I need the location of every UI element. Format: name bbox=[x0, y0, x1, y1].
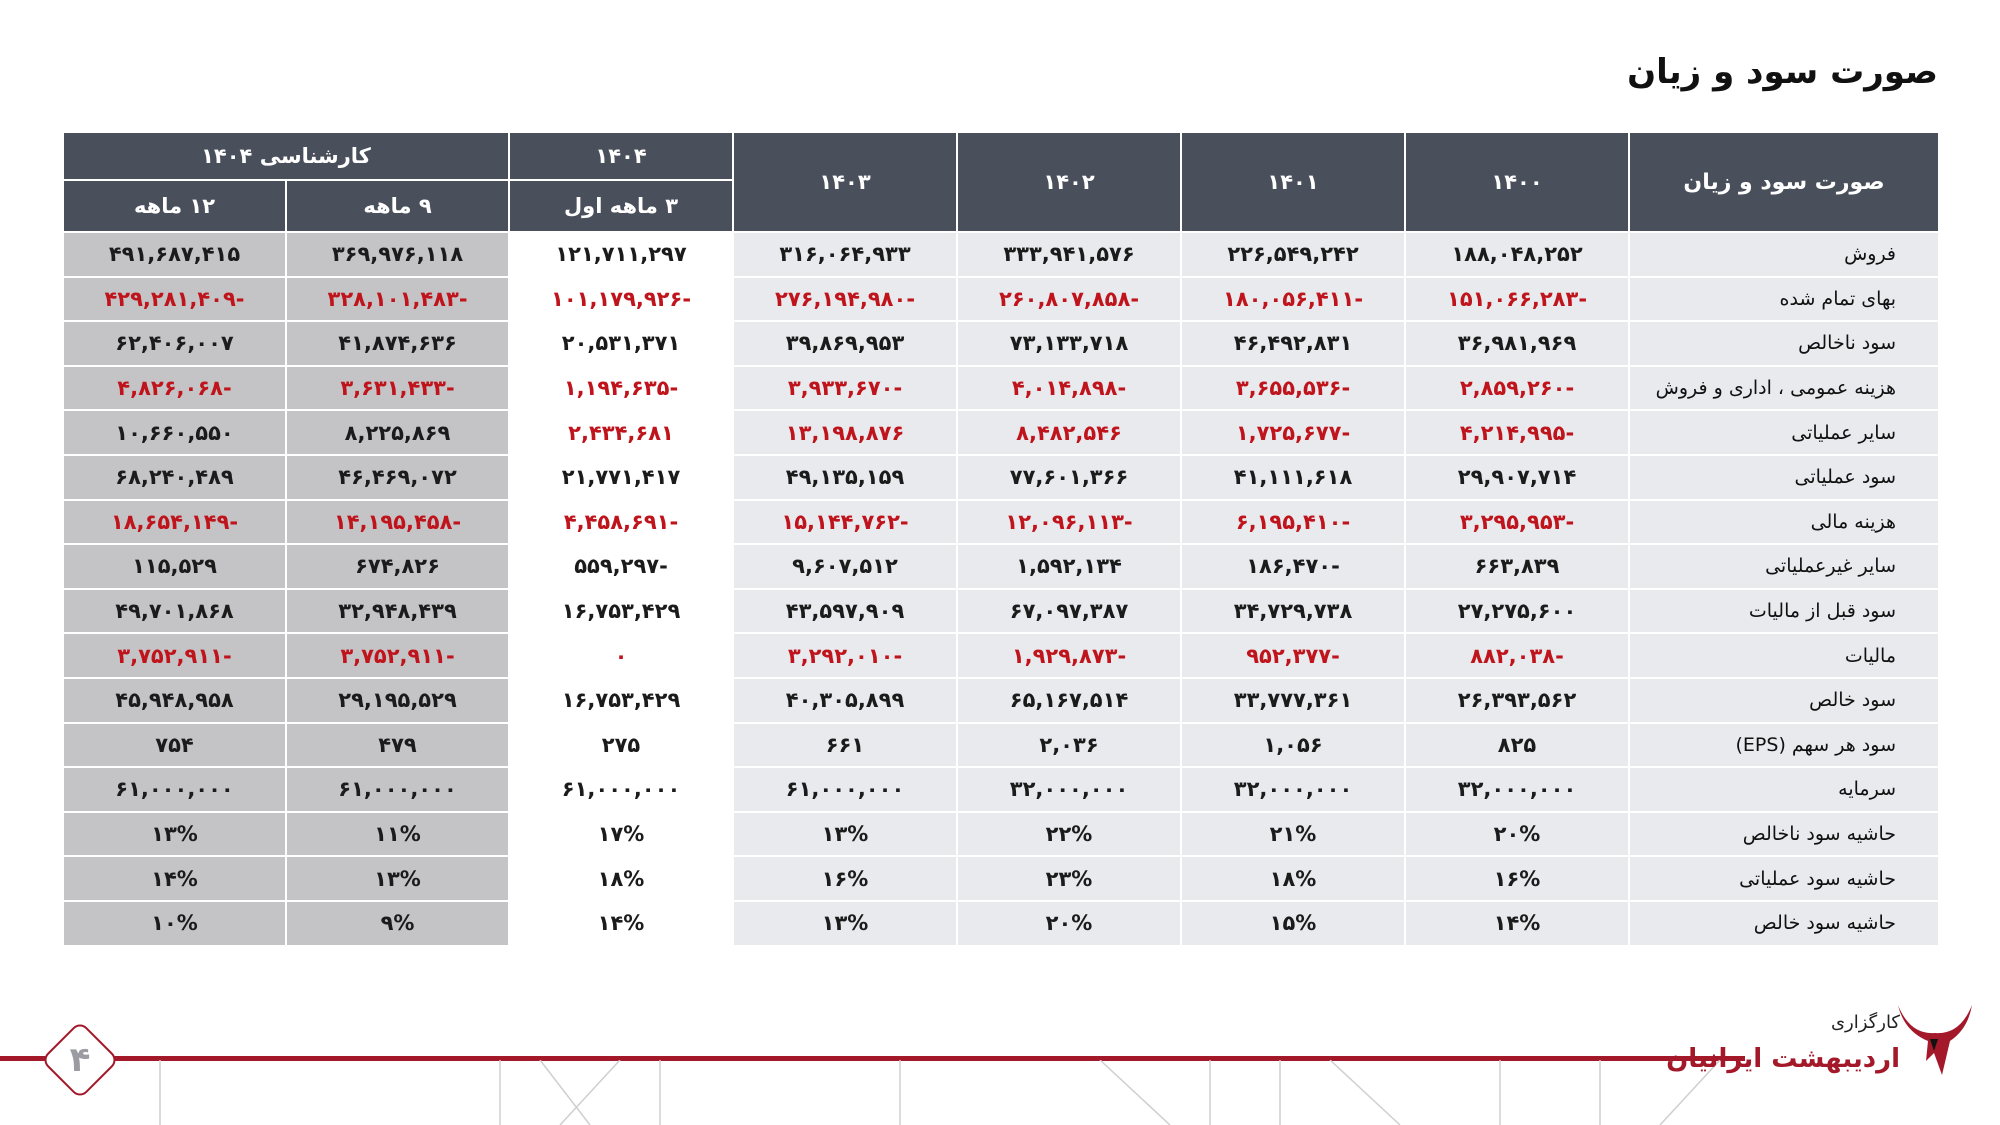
value-cell: ۶۵,۱۶۷,۵۱۴ bbox=[957, 678, 1181, 723]
value-cell: ۳۲,۰۰۰,۰۰۰ bbox=[957, 767, 1181, 812]
value-cell: ۶۱,۰۰۰,۰۰۰ bbox=[509, 767, 733, 812]
value-cell: ۱۸% bbox=[1181, 856, 1405, 901]
row-label: سرمایه bbox=[1629, 767, 1939, 812]
value-cell: ۶۷,۰۹۷,۳۸۷ bbox=[957, 589, 1181, 634]
value-cell: ۳۲,۰۰۰,۰۰۰ bbox=[1405, 767, 1629, 812]
table-row bbox=[63, 633, 1939, 678]
value-cell: ۱۳% bbox=[733, 901, 957, 946]
forecast-12-month-header: ۱۲ ماهه bbox=[63, 180, 286, 232]
value-cell: -۳,۷۵۲,۹۱۱ bbox=[63, 633, 286, 678]
value-cell: ۶۸,۲۴۰,۴۸۹ bbox=[63, 455, 286, 500]
row-label: مالیات bbox=[1629, 633, 1939, 678]
value-cell: -۳,۲۹۲,۰۱۰ bbox=[733, 633, 957, 678]
value-cell: ۳۳,۷۷۷,۳۶۱ bbox=[1181, 678, 1405, 723]
value-cell: -۱۰۱,۱۷۹,۹۲۶ bbox=[509, 277, 733, 322]
value-cell: -۲,۸۵۹,۲۶۰ bbox=[1405, 366, 1629, 411]
table-row bbox=[63, 544, 1939, 589]
value-cell: ۱,۰۵۶ bbox=[1181, 723, 1405, 768]
logo-subtitle: کارگزاری bbox=[1830, 1012, 1900, 1033]
value-cell: ۳۲,۹۴۸,۴۳۹ bbox=[286, 589, 509, 634]
value-cell: ۸,۲۲۵,۸۶۹ bbox=[286, 410, 509, 455]
value-cell: ۷۵۴ bbox=[63, 723, 286, 768]
value-cell: ۷۳,۱۳۳,۷۱۸ bbox=[957, 321, 1181, 366]
value-cell: ۴۱,۱۱۱,۶۱۸ bbox=[1181, 455, 1405, 500]
value-cell: -۳,۲۹۵,۹۵۳ bbox=[1405, 500, 1629, 545]
bull-logo-icon bbox=[1890, 995, 1980, 1085]
value-cell: -۳,۹۳۳,۶۷۰ bbox=[733, 366, 957, 411]
value-cell: ۱,۵۹۲,۱۳۴ bbox=[957, 544, 1181, 589]
value-cell: ۶۱,۰۰۰,۰۰۰ bbox=[63, 767, 286, 812]
value-cell: ۲۰,۵۳۱,۳۷۱ bbox=[509, 321, 733, 366]
value-cell: ۲۹,۹۰۷,۷۱۴ bbox=[1405, 455, 1629, 500]
value-cell: ۱۴% bbox=[1405, 901, 1629, 946]
value-cell: ۱۴% bbox=[63, 856, 286, 901]
forecast-9-month-header: ۹ ماهه bbox=[286, 180, 509, 232]
value-cell: ۱۶,۷۵۳,۴۲۹ bbox=[509, 589, 733, 634]
value-cell: ۲۹,۱۹۵,۵۲۹ bbox=[286, 678, 509, 723]
value-cell: ۶۶۱ bbox=[733, 723, 957, 768]
value-cell: -۴,۸۲۶,۰۶۸ bbox=[63, 366, 286, 411]
value-cell: ۳۳۳,۹۴۱,۵۷۶ bbox=[957, 232, 1181, 277]
value-cell: -۳,۶۳۱,۴۳۳ bbox=[286, 366, 509, 411]
current-period-header: ۳ ماهه اول bbox=[509, 180, 733, 232]
value-cell: ۶۲,۴۰۶,۰۰۷ bbox=[63, 321, 286, 366]
value-cell: ۰ bbox=[509, 633, 733, 678]
logo-name: اردیبهشت ایرانیان bbox=[1666, 1044, 1900, 1074]
value-cell: -۱۴,۱۹۵,۴۵۸ bbox=[286, 500, 509, 545]
table-row bbox=[63, 410, 1939, 455]
value-cell: ۹% bbox=[286, 901, 509, 946]
value-cell: ۳۶,۹۸۱,۹۶۹ bbox=[1405, 321, 1629, 366]
row-label: هزینه مالی bbox=[1629, 500, 1939, 545]
value-cell: ۱۵% bbox=[1181, 901, 1405, 946]
value-cell: ۶۷۴,۸۲۶ bbox=[286, 544, 509, 589]
value-cell: ۴۰,۳۰۵,۸۹۹ bbox=[733, 678, 957, 723]
table-row bbox=[63, 901, 1939, 946]
value-cell: ۲,۴۳۴,۶۸۱ bbox=[509, 410, 733, 455]
value-cell: ۳۲,۰۰۰,۰۰۰ bbox=[1181, 767, 1405, 812]
table-row bbox=[63, 678, 1939, 723]
income-statement-table bbox=[62, 131, 1940, 947]
value-cell: ۱۳% bbox=[286, 856, 509, 901]
value-cell: -۸۸۲,۰۳۸ bbox=[1405, 633, 1629, 678]
value-cell: -۳,۷۵۲,۹۱۱ bbox=[286, 633, 509, 678]
slide-title: صورت سود و زیان bbox=[1627, 52, 1938, 92]
table-row bbox=[63, 321, 1939, 366]
value-cell: ۱۶% bbox=[733, 856, 957, 901]
row-header: صورت سود و زیان bbox=[1629, 132, 1939, 232]
value-cell: ۳۹,۸۶۹,۹۵۳ bbox=[733, 321, 957, 366]
value-cell: -۱۵۱,۰۶۶,۲۸۳ bbox=[1405, 277, 1629, 322]
value-cell: -۴,۴۵۸,۶۹۱ bbox=[509, 500, 733, 545]
value-cell: ۲۷,۲۷۵,۶۰۰ bbox=[1405, 589, 1629, 634]
row-label: سود هر سهم (EPS) bbox=[1629, 723, 1939, 768]
table-row bbox=[63, 232, 1939, 277]
value-cell: ۲۰% bbox=[957, 901, 1181, 946]
row-label: سود خالص bbox=[1629, 678, 1939, 723]
table-row bbox=[63, 767, 1939, 812]
value-cell: ۲۳% bbox=[957, 856, 1181, 901]
value-cell: ۱۷% bbox=[509, 812, 733, 857]
value-cell: ۴۶,۴۶۹,۰۷۲ bbox=[286, 455, 509, 500]
value-cell: -۴۲۹,۲۸۱,۴۰۹ bbox=[63, 277, 286, 322]
footer-grid-decoration bbox=[0, 1060, 1745, 1125]
row-label: حاشیه سود خالص bbox=[1629, 901, 1939, 946]
table-row bbox=[63, 812, 1939, 857]
value-cell: -۲۷۶,۱۹۴,۹۸۰ bbox=[733, 277, 957, 322]
table-row bbox=[63, 856, 1939, 901]
value-cell: -۶,۱۹۵,۴۱۰ bbox=[1181, 500, 1405, 545]
value-cell: -۱۲,۰۹۶,۱۱۳ bbox=[957, 500, 1181, 545]
value-cell: ۴۹۱,۶۸۷,۴۱۵ bbox=[63, 232, 286, 277]
forecast-group-header: کارشناسی ۱۴۰۴ bbox=[63, 132, 509, 180]
value-cell: ۸۲۵ bbox=[1405, 723, 1629, 768]
value-cell: ۲۱% bbox=[1181, 812, 1405, 857]
value-cell: -۳,۶۵۵,۵۳۶ bbox=[1181, 366, 1405, 411]
value-cell: ۴۳,۵۹۷,۹۰۹ bbox=[733, 589, 957, 634]
value-cell: ۲۰% bbox=[1405, 812, 1629, 857]
table-row bbox=[63, 500, 1939, 545]
value-cell: ۱۶,۷۵۳,۴۲۹ bbox=[509, 678, 733, 723]
page-number: ۴ bbox=[69, 1040, 91, 1080]
value-cell: ۴۷۹ bbox=[286, 723, 509, 768]
value-cell: -۱,۱۹۴,۶۳۵ bbox=[509, 366, 733, 411]
value-cell: -۹۵۲,۳۷۷ bbox=[1181, 633, 1405, 678]
value-cell: -۴,۰۱۴,۸۹۸ bbox=[957, 366, 1181, 411]
value-cell: -۱۸۰,۰۵۶,۴۱۱ bbox=[1181, 277, 1405, 322]
value-cell: ۱۳% bbox=[63, 812, 286, 857]
row-label: سایر عملیاتی bbox=[1629, 410, 1939, 455]
value-cell: ۳۶۹,۹۷۶,۱۱۸ bbox=[286, 232, 509, 277]
value-cell: ۱۳% bbox=[733, 812, 957, 857]
value-cell: ۱۸۸,۰۴۸,۲۵۲ bbox=[1405, 232, 1629, 277]
current-year-header: ۱۴۰۴ bbox=[509, 132, 733, 180]
value-cell: -۳۲۸,۱۰۱,۴۸۳ bbox=[286, 277, 509, 322]
row-label: سود قبل از مالیات bbox=[1629, 589, 1939, 634]
value-cell: ۶۱,۰۰۰,۰۰۰ bbox=[286, 767, 509, 812]
value-cell: -۱۸۶,۴۷۰ bbox=[1181, 544, 1405, 589]
value-cell: -۱۸,۶۵۴,۱۴۹ bbox=[63, 500, 286, 545]
row-label: سایر غیرعملیاتی bbox=[1629, 544, 1939, 589]
value-cell: ۷۷,۶۰۱,۳۶۶ bbox=[957, 455, 1181, 500]
value-cell: ۱۴% bbox=[509, 901, 733, 946]
value-cell: ۱۰,۶۶۰,۵۵۰ bbox=[63, 410, 286, 455]
value-cell: -۴,۲۱۴,۹۹۵ bbox=[1405, 410, 1629, 455]
table-row bbox=[63, 589, 1939, 634]
value-cell: ۱۳,۱۹۸,۸۷۶ bbox=[733, 410, 957, 455]
row-label: حاشیه سود عملیاتی bbox=[1629, 856, 1939, 901]
year-header-1403: ۱۴۰۳ bbox=[733, 132, 957, 232]
value-cell: -۱,۹۲۹,۸۷۳ bbox=[957, 633, 1181, 678]
table-row bbox=[63, 455, 1939, 500]
value-cell: ۱۶% bbox=[1405, 856, 1629, 901]
value-cell: ۶۶۳,۸۳۹ bbox=[1405, 544, 1629, 589]
value-cell: ۲۲% bbox=[957, 812, 1181, 857]
value-cell: ۲۷۵ bbox=[509, 723, 733, 768]
value-cell: ۱۰% bbox=[63, 901, 286, 946]
value-cell: ۲۱,۷۷۱,۴۱۷ bbox=[509, 455, 733, 500]
row-label: بهای تمام شده bbox=[1629, 277, 1939, 322]
table-row bbox=[63, 366, 1939, 411]
value-cell: ۱۸% bbox=[509, 856, 733, 901]
value-cell: ۴۶,۴۹۲,۸۳۱ bbox=[1181, 321, 1405, 366]
value-cell: -۲۶۰,۸۰۷,۸۵۸ bbox=[957, 277, 1181, 322]
value-cell: ۲۶,۳۹۳,۵۶۲ bbox=[1405, 678, 1629, 723]
value-cell: ۹,۶۰۷,۵۱۲ bbox=[733, 544, 957, 589]
value-cell: ۳۴,۷۲۹,۷۳۸ bbox=[1181, 589, 1405, 634]
row-label: هزینه عمومی ، اداری و فروش bbox=[1629, 366, 1939, 411]
value-cell: -۵۵۹,۲۹۷ bbox=[509, 544, 733, 589]
value-cell: ۸,۴۸۲,۵۴۶ bbox=[957, 410, 1181, 455]
value-cell: -۱,۷۲۵,۶۷۷ bbox=[1181, 410, 1405, 455]
value-cell: -۱۵,۱۴۴,۷۶۲ bbox=[733, 500, 957, 545]
value-cell: ۴۹,۷۰۱,۸۶۸ bbox=[63, 589, 286, 634]
row-label: حاشیه سود ناخالص bbox=[1629, 812, 1939, 857]
value-cell: ۳۱۶,۰۶۴,۹۳۳ bbox=[733, 232, 957, 277]
value-cell: ۴۵,۹۴۸,۹۵۸ bbox=[63, 678, 286, 723]
table-row bbox=[63, 723, 1939, 768]
value-cell: ۴۱,۸۷۴,۶۳۶ bbox=[286, 321, 509, 366]
value-cell: ۶۱,۰۰۰,۰۰۰ bbox=[733, 767, 957, 812]
row-label: سود عملیاتی bbox=[1629, 455, 1939, 500]
year-header-1402: ۱۴۰۲ bbox=[957, 132, 1181, 232]
value-cell: ۱۱% bbox=[286, 812, 509, 857]
value-cell: ۴۹,۱۳۵,۱۵۹ bbox=[733, 455, 957, 500]
value-cell: ۲۲۶,۵۴۹,۲۴۲ bbox=[1181, 232, 1405, 277]
table-row bbox=[63, 277, 1939, 322]
value-cell: ۲,۰۳۶ bbox=[957, 723, 1181, 768]
row-label: سود ناخالص bbox=[1629, 321, 1939, 366]
year-header-1401: ۱۴۰۱ bbox=[1181, 132, 1405, 232]
row-label: فروش bbox=[1629, 232, 1939, 277]
value-cell: ۱۱۵,۵۲۹ bbox=[63, 544, 286, 589]
year-header-1400: ۱۴۰۰ bbox=[1405, 132, 1629, 232]
value-cell: ۱۲۱,۷۱۱,۲۹۷ bbox=[509, 232, 733, 277]
